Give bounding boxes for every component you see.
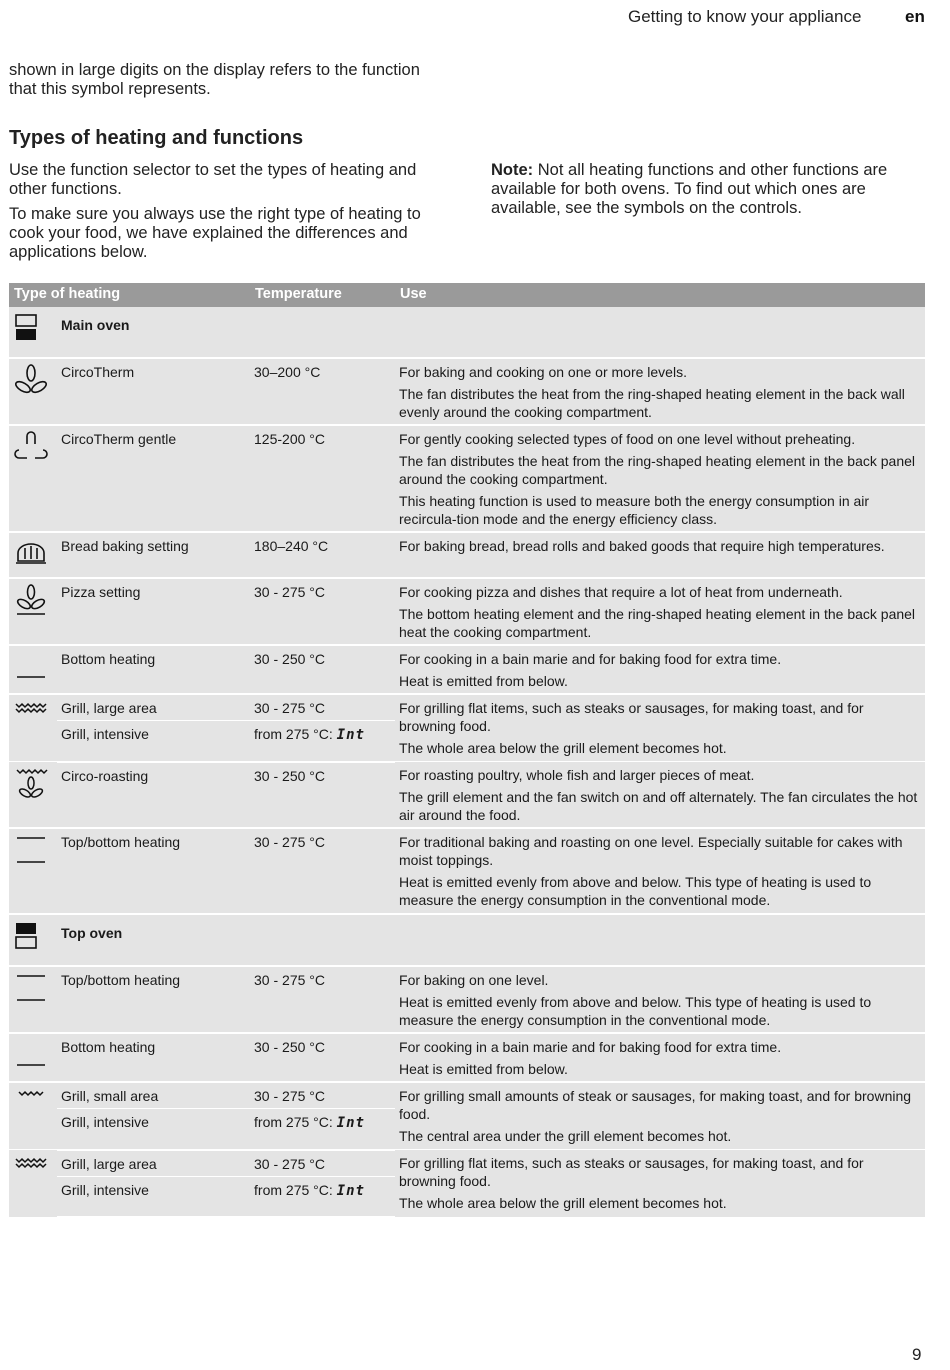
table-row [9, 358, 925, 425]
table-row [9, 694, 925, 721]
use-line: For grilling small amounts of steak or sausages, for making toast, and for browning food. [399, 1088, 912, 1122]
use-line: This heating function is used to measure both the energy consumption in air recircula-tion mode and the energy efficiency class. [399, 493, 870, 527]
use-line: For traditional baking and roasting on one level. Especially suitable for cakes with moist toppings. [399, 834, 903, 868]
section-label-top-oven: Top oven [57, 914, 925, 966]
heating-name: Grill, large area [57, 694, 250, 721]
heating-use [395, 694, 925, 762]
use-line: For cooking in a bain marie and for baking food for extra time. [399, 1039, 782, 1055]
heating-name: Circo-roasting [57, 762, 250, 829]
paragraph-2: To make sure you always use the right type of heating to cook your food, we have explained the differences and applications below. [9, 205, 421, 261]
temp-label: from 275 °C: [254, 1114, 333, 1130]
table-row [9, 425, 925, 532]
heating-name: Bottom heating [57, 1033, 250, 1082]
table-row [9, 828, 925, 914]
grill-large-icon [13, 1154, 49, 1172]
heating-temperature: 180–240 °C [250, 532, 395, 578]
heating-name: Bread baking setting [57, 532, 250, 578]
use-line: Heat is emitted evenly from above and below. This type of heating is used to measure the energy consumption in the conventional mode. [399, 874, 872, 908]
heating-temperature [250, 1109, 395, 1150]
heating-name: Grill, large area [57, 1150, 250, 1177]
heating-name: Grill, intensive [57, 1109, 250, 1150]
heating-name: Top/bottom heating [57, 966, 250, 1033]
heating-use [395, 828, 925, 914]
bread-icon [13, 537, 49, 567]
use-line: For grilling flat items, such as steaks or sausages, for making toast, and for browning food. [399, 700, 864, 734]
heating-name: CircoTherm [57, 358, 250, 425]
grill-large-icon [13, 699, 49, 717]
use-line: For grilling flat items, such as steaks or sausages, for making toast, and for browning food. [399, 1155, 864, 1189]
section-row-top-oven [9, 914, 925, 966]
use-line: For baking on one level. [399, 972, 549, 988]
heating-name: Grill, intensive [57, 1176, 250, 1217]
intro-text: shown in large digits on the display refers to the function that this symbol represents. [9, 61, 420, 98]
section-row-main-oven [9, 307, 925, 358]
display-int-symbol: Int [336, 1115, 365, 1131]
table-row [9, 532, 925, 578]
heating-temperature: 30 - 275 °C [250, 1150, 395, 1177]
pizza-icon [13, 583, 49, 619]
fan-gentle-icon [13, 430, 49, 466]
bottom-heat-icon [13, 650, 49, 686]
use-line: For roasting poultry, whole fish and larger pieces of meat. [399, 767, 755, 783]
note-label: Note: [491, 161, 534, 179]
section-heading: Types of heating and functions [9, 127, 304, 149]
heating-use [395, 578, 925, 645]
use-line: For cooking in a bain marie and for baking food for extra time. [399, 651, 782, 667]
heating-temperature [250, 721, 395, 762]
bottom-heat-icon [13, 1038, 49, 1074]
use-line: The whole area below the grill element becomes hot. [399, 1195, 727, 1211]
circo-roast-icon [13, 766, 49, 802]
heating-use [395, 532, 925, 578]
top-bottom-icon [13, 971, 49, 1007]
heating-name: Grill, intensive [57, 721, 250, 762]
display-int-symbol: Int [336, 1182, 365, 1199]
display-int-symbol: Int [336, 727, 365, 743]
temp-label: from 275 °C: [254, 1181, 333, 1198]
fan-icon [13, 363, 49, 397]
table-row [9, 1150, 925, 1177]
use-line: For baking and cooking on one or more levels. [399, 364, 687, 380]
use-line: For gently cooking selected types of food on one level without preheating. [399, 431, 856, 447]
use-line: The grill element and the fan switch on and off alternately. The fan circulates the hot air around the food. [399, 789, 918, 823]
main-oven-icon [13, 311, 39, 343]
heating-name: Grill, small area [57, 1082, 250, 1109]
table-row [9, 1082, 925, 1109]
heating-use [395, 762, 925, 829]
section-label-main-oven: Main oven [57, 307, 925, 358]
use-line: For baking bread, bread rolls and baked goods that require high temperatures. [399, 538, 885, 554]
heating-use [395, 425, 925, 532]
heating-temperature: 125-200 °C [250, 425, 395, 532]
use-line: Heat is emitted from below. [399, 1061, 568, 1077]
heating-name: Bottom heating [57, 645, 250, 694]
heating-use [395, 358, 925, 425]
heating-name: CircoTherm gentle [57, 425, 250, 532]
heating-temperature: 30 - 275 °C [250, 694, 395, 721]
note-box [491, 161, 931, 218]
use-line: The fan distributes the heat from the ring-shaped heating element in the back panel around the cooking compartment. [399, 453, 916, 487]
table-row [9, 1033, 925, 1082]
top-bottom-icon [13, 833, 49, 869]
heating-temperature: 30 - 275 °C [250, 828, 395, 914]
col-header-type: Type of heating [9, 283, 250, 307]
use-line: Heat is emitted evenly from above and below. This type of heating is used to measure the energy consumption in the conventional mode. [399, 994, 872, 1028]
heating-temperature [250, 1176, 395, 1217]
page-number: 9 [912, 1345, 922, 1364]
use-line: The fan distributes the heat from the ring-shaped heating element in the back wall evenly around the cooking compartment. [399, 386, 905, 420]
note-text: Not all heating functions and other functions are available for both ovens. To find out which ones are available, see the symbols on the controls. [491, 161, 888, 217]
temp-label: from 275 °C: [254, 726, 333, 742]
use-line: For cooking pizza and dishes that require a lot of heat from underneath. [399, 584, 843, 600]
heating-temperature: 30 - 275 °C [250, 578, 395, 645]
heating-use [395, 645, 925, 694]
running-header-language: en [905, 7, 925, 26]
heating-name: Pizza setting [57, 578, 250, 645]
heating-temperature: 30 - 275 °C [250, 1082, 395, 1109]
table-row [9, 966, 925, 1033]
heating-temperature: 30 - 275 °C [250, 966, 395, 1033]
use-line: The bottom heating element and the ring-shaped heating element in the back panel heat the cooking compartment. [399, 606, 916, 640]
heating-temperature: 30–200 °C [250, 358, 395, 425]
paragraph-1: Use the function selector to set the types of heating and other functions. [9, 161, 417, 198]
table-row [9, 645, 925, 694]
use-line: The whole area below the grill element becomes hot. [399, 740, 727, 756]
heating-temperature: 30 - 250 °C [250, 1033, 395, 1082]
table-header-row [9, 283, 925, 307]
heating-name: Top/bottom heating [57, 828, 250, 914]
heating-temperature: 30 - 250 °C [250, 645, 395, 694]
heating-use [395, 966, 925, 1033]
top-oven-icon [13, 919, 39, 951]
heating-use [395, 1082, 925, 1150]
heating-types-table [9, 283, 925, 1218]
heating-use [395, 1150, 925, 1218]
heating-temperature: 30 - 250 °C [250, 762, 395, 829]
running-header-section: Getting to know your appliance [628, 7, 862, 26]
use-line: Heat is emitted from below. [399, 673, 568, 689]
col-header-use: Use [395, 283, 925, 307]
heating-use [395, 1033, 925, 1082]
col-header-temperature: Temperature [250, 283, 395, 307]
table-row [9, 762, 925, 829]
use-line: The central area under the grill element becomes hot. [399, 1128, 732, 1144]
grill-small-icon [13, 1087, 49, 1105]
table-row [9, 578, 925, 645]
